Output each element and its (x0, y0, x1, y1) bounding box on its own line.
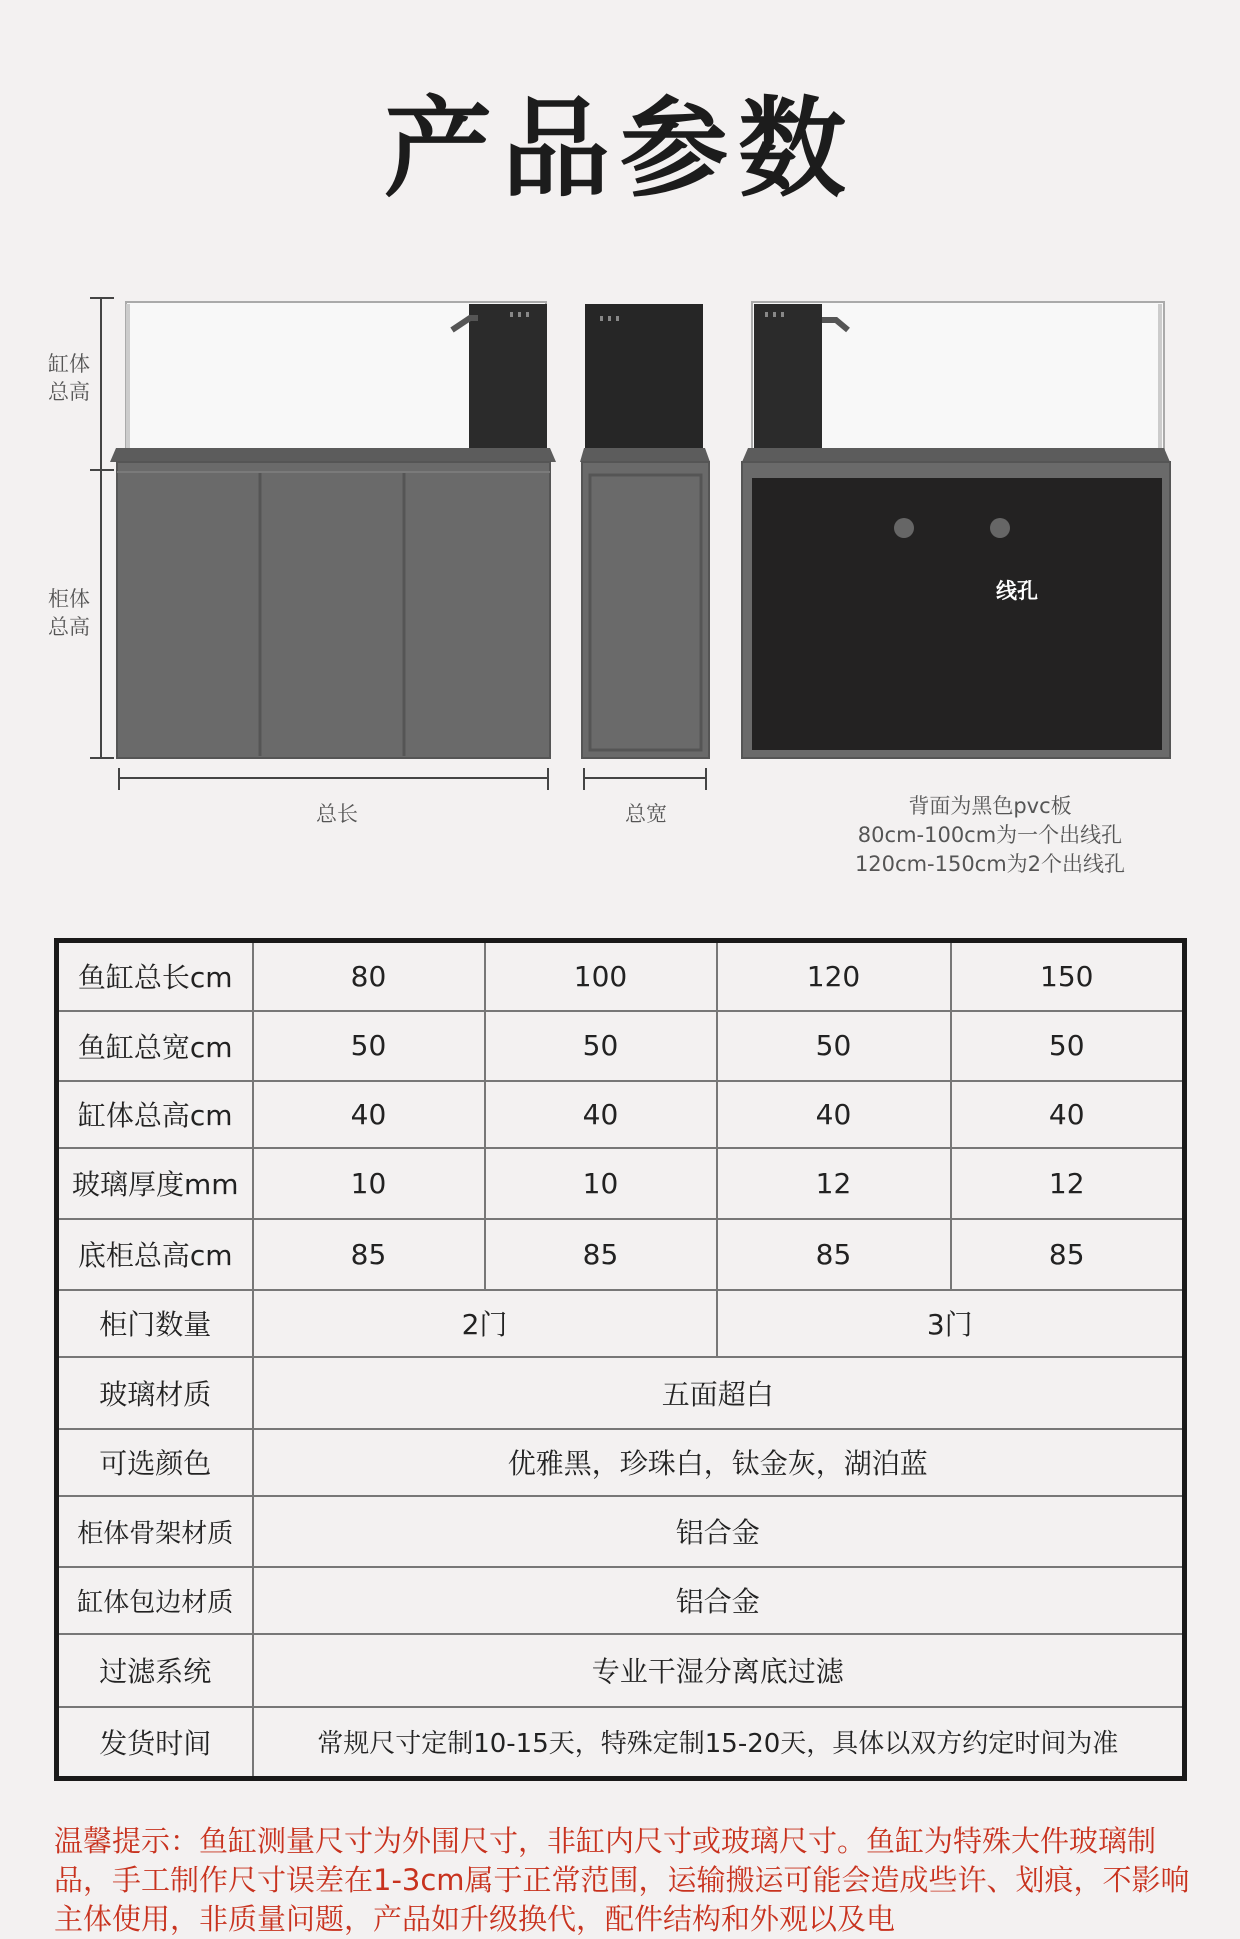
row-label: 柜体骨架材质 (57, 1496, 253, 1567)
row-label: 缸体包边材质 (57, 1567, 253, 1634)
table-cell: 85 (485, 1219, 717, 1290)
table-cell: 10 (253, 1148, 485, 1219)
table-row (57, 1290, 1185, 1357)
width-dimension-line (584, 768, 706, 790)
side-view (580, 304, 710, 758)
table-cell: 12 (951, 1148, 1185, 1219)
table-cell: 120 (717, 941, 951, 1011)
total-width-label: 总宽 (625, 802, 667, 826)
table-cell: 50 (951, 1011, 1185, 1081)
table-row (57, 1496, 1185, 1567)
cable-hole (990, 518, 1010, 538)
spec-table (54, 938, 1187, 1781)
table-cell: 150 (951, 941, 1185, 1011)
row-label: 发货时间 (57, 1707, 253, 1779)
row-label: 玻璃厚度mm (57, 1148, 253, 1219)
front-view (110, 302, 556, 758)
table-row (57, 1429, 1185, 1496)
table-row (57, 1707, 1185, 1779)
table-cell: 50 (717, 1011, 951, 1081)
row-label: 鱼缸总宽cm (57, 1011, 253, 1081)
cable-hole-label: 线孔 (996, 579, 1038, 603)
table-row (57, 1011, 1185, 1081)
table-cell: 40 (485, 1081, 717, 1148)
table-row (57, 1081, 1185, 1148)
table-row (57, 1634, 1185, 1707)
table-cell: 50 (253, 1011, 485, 1081)
cabinet-height-label: 柜体 总高 (48, 587, 90, 639)
length-dimension-line (119, 768, 548, 790)
table-cell: 常规尺寸定制10-15天，特殊定制15-20天，具体以双方约定时间为准 (253, 1707, 1185, 1779)
height-dimension-line (90, 298, 114, 758)
row-label: 过滤系统 (57, 1634, 253, 1707)
back-view (742, 302, 1170, 758)
table-cell: 100 (485, 941, 717, 1011)
table-row (57, 1148, 1185, 1219)
table-cell: 40 (253, 1081, 485, 1148)
row-label: 玻璃材质 (57, 1357, 253, 1429)
table-cell: 50 (485, 1011, 717, 1081)
table-cell: 专业干湿分离底过滤 (253, 1634, 1185, 1707)
table-row (57, 1219, 1185, 1290)
row-label: 柜门数量 (57, 1290, 253, 1357)
table-cell: 12 (717, 1148, 951, 1219)
total-length-label: 总长 (316, 802, 358, 826)
cable-hole (894, 518, 914, 538)
table-cell: 优雅黑，珍珠白，钛金灰，湖泊蓝 (253, 1429, 1185, 1496)
page-title: 产品参数 (383, 87, 856, 212)
table-cell: 10 (485, 1148, 717, 1219)
back-note: 80cm-100cm为一个出线孔 (857, 823, 1123, 847)
table-cell: 40 (717, 1081, 951, 1148)
table-row (57, 1357, 1185, 1429)
back-panel-notes (760, 792, 1220, 879)
table-cell: 铝合金 (253, 1496, 1185, 1567)
table-cell: 85 (717, 1219, 951, 1290)
row-label: 缸体总高cm (57, 1081, 253, 1148)
table-row (57, 941, 1185, 1011)
table-cell: 2门 (253, 1290, 717, 1357)
table-cell: 40 (951, 1081, 1185, 1148)
tank-height-label: 缸体 总高 (48, 352, 90, 404)
back-note: 120cm-150cm为2个出线孔 (854, 852, 1126, 876)
table-cell: 3门 (717, 1290, 1185, 1357)
table-cell: 五面超白 (253, 1357, 1185, 1429)
table-row (57, 1567, 1185, 1634)
table-cell: 铝合金 (253, 1567, 1185, 1634)
row-label: 可选颜色 (57, 1429, 253, 1496)
table-cell: 80 (253, 941, 485, 1011)
row-label: 底柜总高cm (57, 1219, 253, 1290)
table-cell: 85 (253, 1219, 485, 1290)
product-diagram (0, 260, 1240, 900)
warm-tip: 温馨提示：鱼缸测量尺寸为外围尺寸，非缸内尺寸或玻璃尺寸。鱼缸为特殊大件玻璃制品，手工制作尺寸误差在1-3cm属于正常范围，运输搬运可能会造成些许、划痕，不影响主体使用，非质量问题，产品如升级换代，配件结构和外观以及电 (54, 1824, 1190, 1936)
table-cell: 85 (951, 1219, 1185, 1290)
row-label: 鱼缸总长cm (57, 941, 253, 1011)
back-note: 背面为黑色pvc板 (908, 794, 1072, 818)
